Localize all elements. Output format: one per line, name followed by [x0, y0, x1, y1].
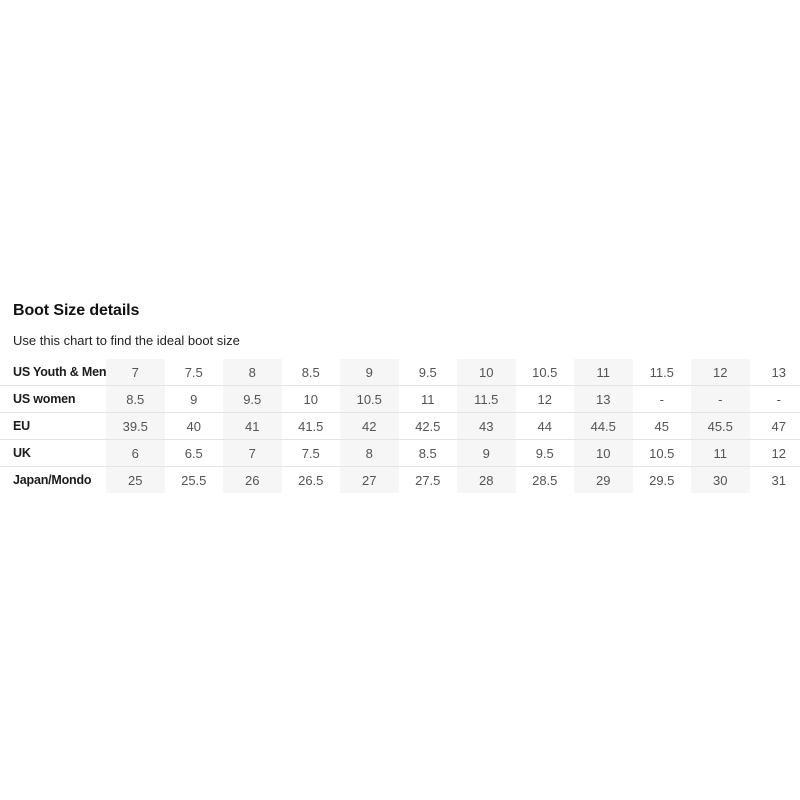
size-cell: 25: [106, 467, 165, 494]
size-table-container: [0, 359, 800, 493]
size-cell: 30: [691, 467, 750, 494]
boot-size-table: [0, 359, 800, 493]
size-cell: 41: [223, 413, 282, 440]
size-cell: 42: [340, 413, 399, 440]
size-cell: 10.5: [516, 359, 575, 386]
size-cell: 27.5: [415, 472, 441, 488]
size-cell: 31: [771, 472, 786, 488]
size-cell: 6.5: [165, 440, 224, 467]
row-label: EU: [0, 413, 106, 440]
table-row: [0, 440, 800, 467]
size-cell: 9: [457, 440, 516, 467]
size-cell: 9: [165, 386, 224, 413]
size-cell: 9: [340, 359, 399, 386]
size-cell: 9.5: [223, 386, 282, 413]
size-cell: 10: [574, 440, 633, 467]
section-subtitle: Use this chart to find the ideal boot size: [13, 333, 240, 348]
size-cell: 8.5: [399, 440, 458, 467]
size-cell: 11.5: [457, 386, 516, 413]
size-cell: 29.5: [649, 472, 675, 488]
size-cell: 7: [223, 440, 282, 467]
size-cell: 9.5: [516, 440, 575, 467]
size-cell: 43: [457, 413, 516, 440]
size-cell: 13: [750, 359, 800, 386]
size-cell: 11: [691, 440, 750, 467]
size-cell: 7: [106, 359, 165, 386]
section-title: Boot Size details: [13, 302, 140, 319]
size-cell: 8: [223, 359, 282, 386]
size-cell: 47: [750, 413, 800, 440]
size-cell: 9.5: [399, 359, 458, 386]
size-cell: -: [691, 386, 750, 413]
size-cell: 39.5: [106, 413, 165, 440]
size-cell: 45: [633, 413, 692, 440]
size-cell: 8.5: [106, 386, 165, 413]
table-row: [0, 359, 800, 386]
size-cell: 28: [457, 467, 516, 494]
size-cell: 6: [106, 440, 165, 467]
size-cell: 8: [340, 440, 399, 467]
size-cell: -: [750, 386, 800, 413]
table-row: [0, 413, 800, 440]
size-cell: 13: [574, 386, 633, 413]
size-cell: 10.5: [340, 386, 399, 413]
size-cell: 29: [574, 467, 633, 494]
size-cell: 10: [457, 359, 516, 386]
size-cell: 42.5: [399, 413, 458, 440]
row-label: US women: [0, 386, 106, 413]
size-cell: 26: [223, 467, 282, 494]
size-cell: 11: [399, 386, 458, 413]
size-cell: 11: [574, 359, 633, 386]
size-cell: 44: [516, 413, 575, 440]
size-cell: 28.5: [532, 472, 558, 488]
size-cell: 26.5: [298, 472, 324, 488]
size-cell: 25.5: [181, 472, 207, 488]
table-row: [0, 467, 800, 494]
size-cell: 40: [165, 413, 224, 440]
size-table-body: [0, 359, 800, 493]
row-label: Japan/Mondo: [13, 472, 92, 487]
size-cell: 41.5: [282, 413, 341, 440]
size-cell: 11.5: [633, 359, 692, 386]
size-cell: 10: [282, 386, 341, 413]
size-cell: 12: [750, 440, 800, 467]
size-cell: -: [633, 386, 692, 413]
row-label: UK: [0, 440, 106, 467]
size-cell: 8.5: [282, 359, 341, 386]
size-cell: 12: [691, 359, 750, 386]
size-cell: 10.5: [633, 440, 692, 467]
table-row: [0, 386, 800, 413]
size-cell: 45.5: [691, 413, 750, 440]
size-cell: 44.5: [574, 413, 633, 440]
size-cell: 7.5: [165, 359, 224, 386]
row-label: US Youth & Men: [0, 359, 106, 386]
size-cell: 7.5: [282, 440, 341, 467]
size-cell: 12: [516, 386, 575, 413]
size-cell: 27: [340, 467, 399, 494]
